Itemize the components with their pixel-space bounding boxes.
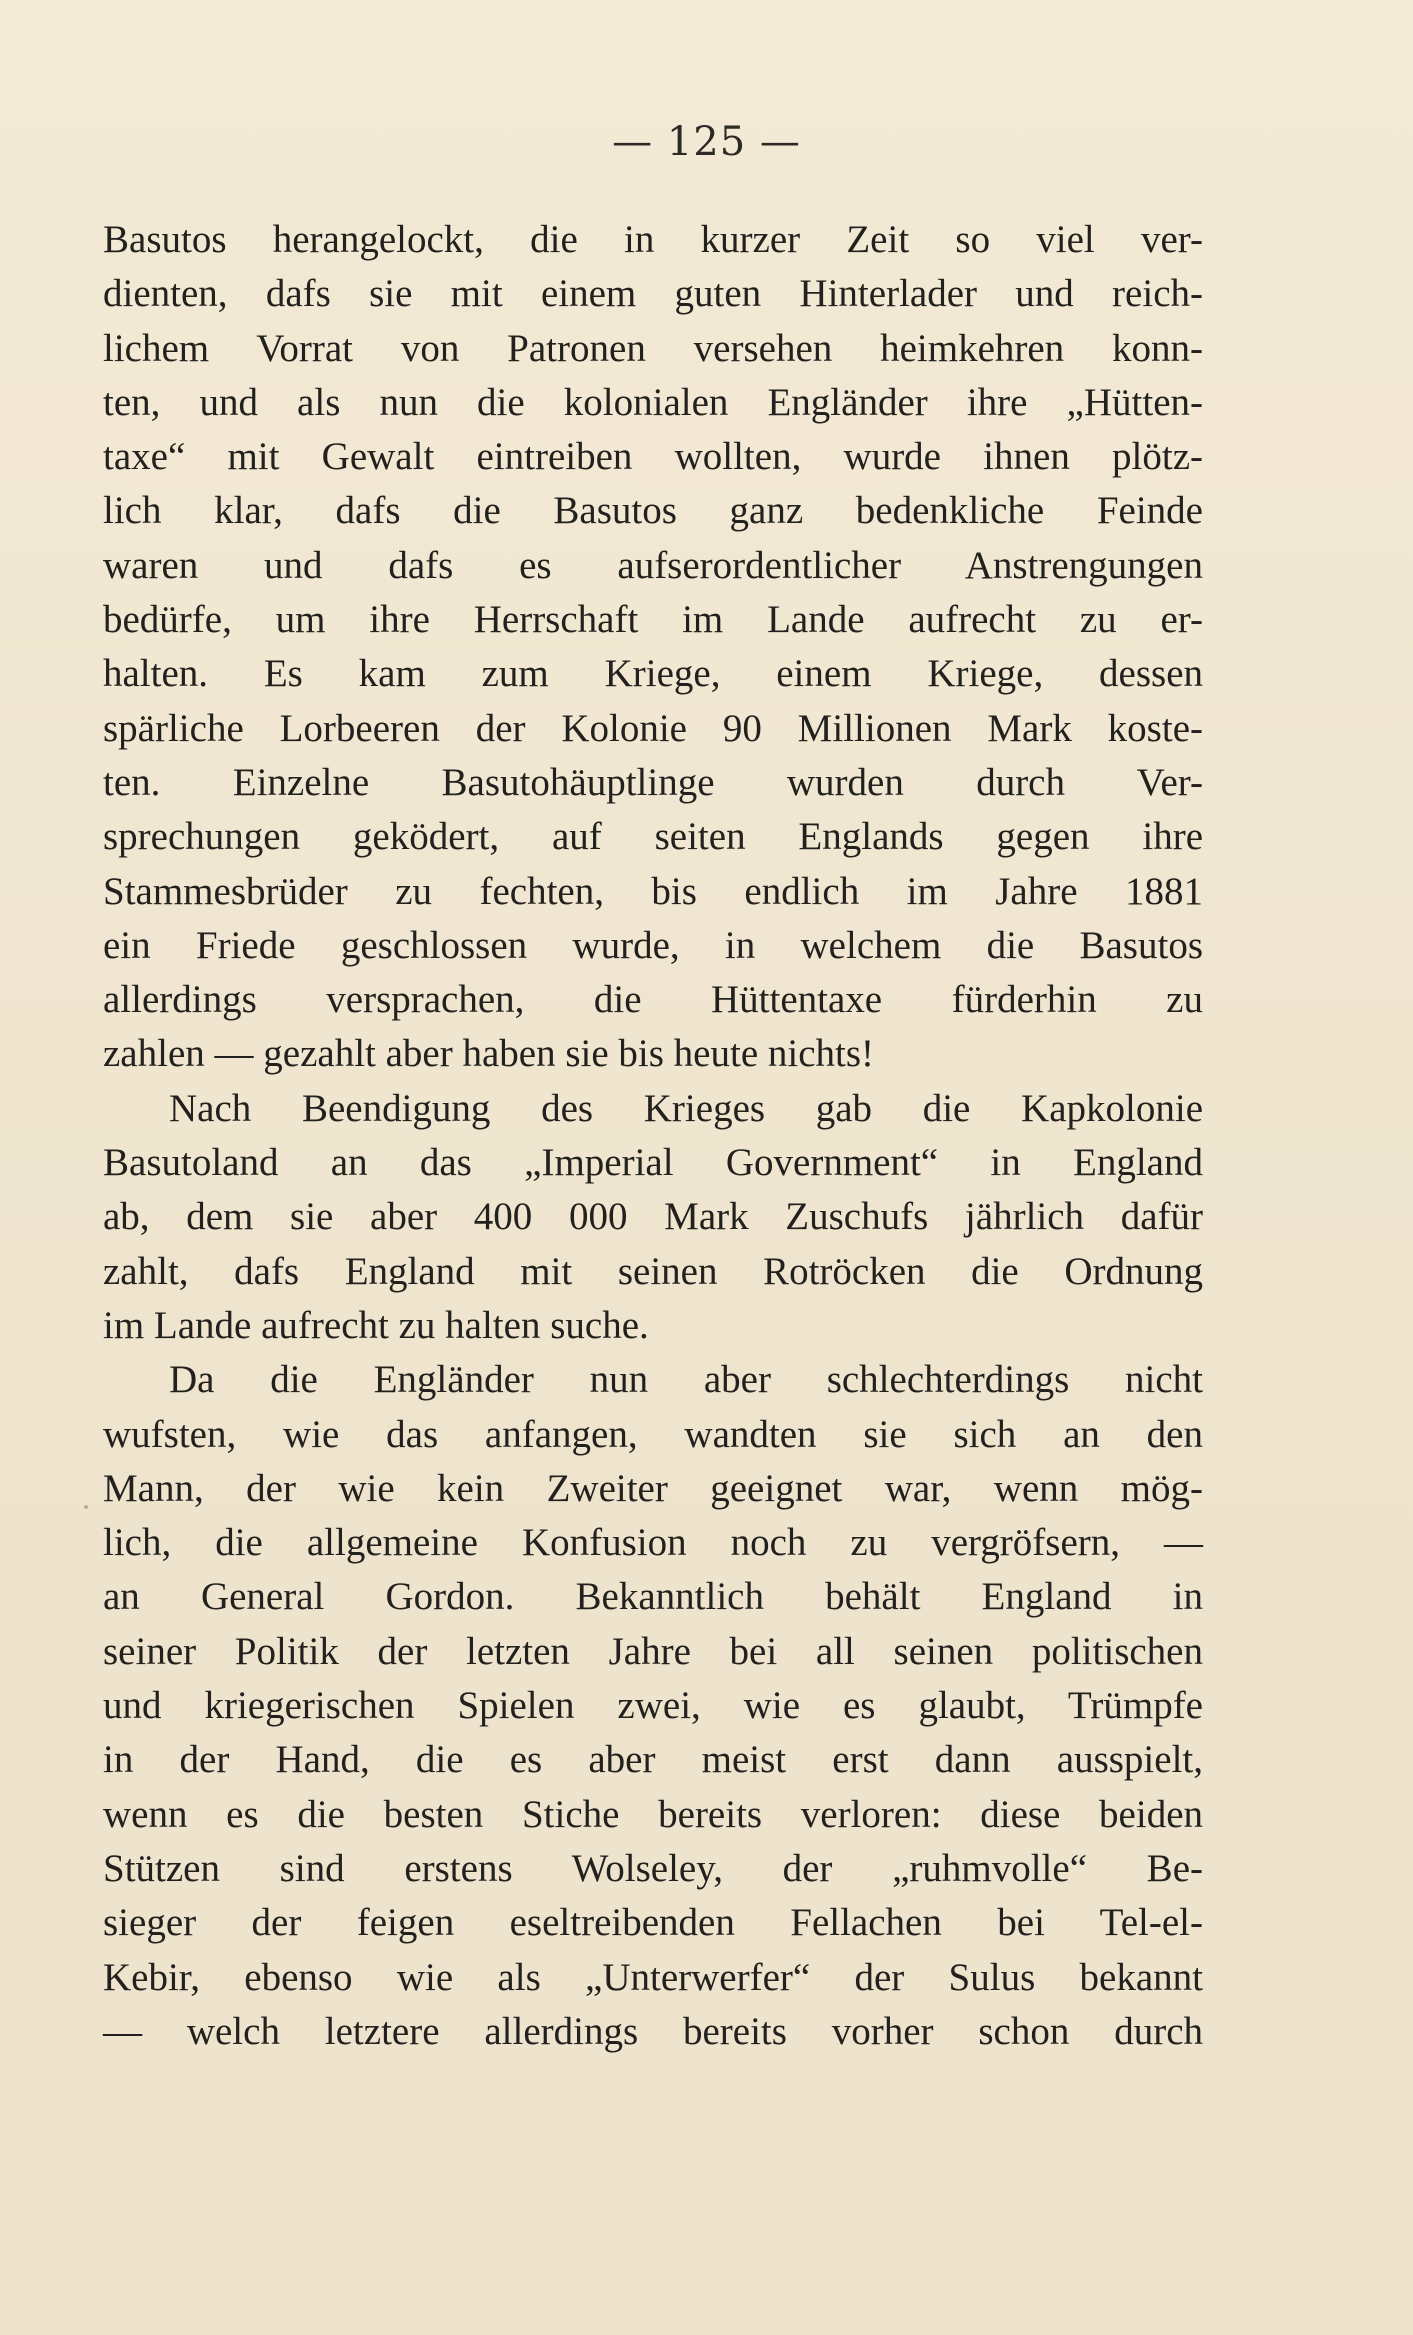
text-line: an General Gordon. Bekanntlich behält England in xyxy=(103,1575,1203,1619)
text-line: wenn es die besten Stiche bereits verloren: diese beiden xyxy=(103,1792,1203,1836)
text-line: sieger der feigen eseltreibenden Fellachen bei Tel-el- xyxy=(103,1901,1203,1945)
text-line: lich, die allgemeine Konfusion noch zu vergröfsern, — xyxy=(103,1521,1203,1565)
text-line: spärliche Lorbeeren der Kolonie 90 Millionen Mark koste- xyxy=(103,706,1203,750)
text-line: waren und dafs es aufserordentlicher Anstrengungen xyxy=(103,543,1203,587)
text-line: Basutoland an das „Imperial Government“ in England xyxy=(103,1141,1203,1185)
text-line: wufsten, wie das anfangen, wandten sie sich an den xyxy=(103,1412,1203,1456)
page-number: — 125 — xyxy=(612,119,801,165)
text-line: Da die Engländer nun aber schlechterdings nicht xyxy=(169,1358,1203,1402)
text-line: Kebir, ebenso wie als „Unterwerfer“ der Sulus bekannt xyxy=(103,1955,1203,1999)
text-line: zahlt, dafs England mit seinen Rotröcken die Ordnung xyxy=(103,1249,1203,1293)
text-line: taxe“ mit Gewalt eintreiben wollten, wurde ihnen plötz- xyxy=(103,435,1203,479)
text-line: sprechungen geködert, auf seiten Englands gegen ihre xyxy=(103,815,1203,859)
text-line: ab, dem sie aber 400 000 Mark Zuschufs jährlich dafür xyxy=(103,1195,1203,1239)
text-line: allerdings versprachen, die Hüttentaxe fürderhin zu xyxy=(103,978,1203,1022)
text-line: und kriegerischen Spielen zwei, wie es glaubt, Trümpfe xyxy=(103,1684,1203,1728)
text-line: in der Hand, die es aber meist erst dann ausspielt, xyxy=(103,1738,1203,1782)
text-line: bedürfe, um ihre Herrschaft im Lande aufrecht zu er- xyxy=(103,598,1203,642)
text-line: zahlen — gezahlt aber haben sie bis heute nichts! xyxy=(103,1032,875,1076)
text-line: Stützen sind erstens Wolseley, der „ruhmvolle“ Be- xyxy=(103,1846,1203,1890)
text-line: im Lande aufrecht zu halten suche. xyxy=(103,1303,649,1347)
text-line: lichem Vorrat von Patronen versehen heimkehren konn- xyxy=(103,326,1203,370)
text-line: Mann, der wie kein Zweiter geeignet war, wenn mög- xyxy=(103,1466,1203,1510)
text-line: halten. Es kam zum Kriege, einem Kriege, dessen xyxy=(103,652,1203,696)
text-line: Basutos herangelockt, die in kurzer Zeit so viel ver- xyxy=(103,218,1203,261)
margin-speck xyxy=(84,1505,88,1509)
text-line: ten. Einzelne Basutohäuptlinge wurden durch Ver- xyxy=(103,760,1203,804)
text-line: dienten, dafs sie mit einem guten Hinterlader und reich- xyxy=(103,272,1203,316)
text-line: ein Friede geschlossen wurde, in welchem die Basutos xyxy=(103,923,1203,967)
text-line: lich klar, dafs die Basutos ganz bedenkliche Feinde xyxy=(103,489,1203,533)
text-line: Stammesbrüder zu fechten, bis endlich im Jahre 1881 xyxy=(103,869,1203,913)
body-text xyxy=(103,213,1203,2059)
text-line: — welch letztere allerdings bereits vorher schon durch xyxy=(103,2009,1203,2053)
text-line: Nach Beendigung des Krieges gab die Kapkolonie xyxy=(169,1086,1203,1130)
text-line: seiner Politik der letzten Jahre bei all seinen politischen xyxy=(103,1629,1203,1673)
text-line: ten, und als nun die kolonialen Engländer ihre „Hütten- xyxy=(103,380,1203,424)
